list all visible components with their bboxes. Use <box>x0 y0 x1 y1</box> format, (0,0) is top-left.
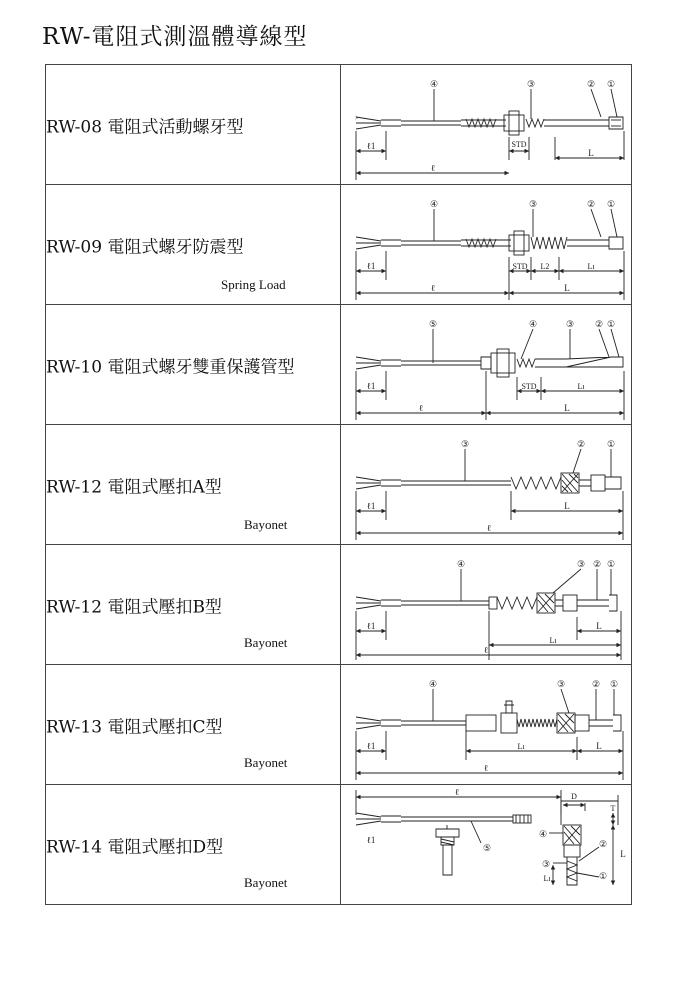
callout-1: ① <box>606 79 616 89</box>
callout-3: ③ <box>565 319 575 329</box>
model-subtitle: Bayonet <box>244 635 288 650</box>
dim-std: STD <box>521 382 537 391</box>
dim-l1: ℓ1 <box>366 835 376 845</box>
rw09-drawing <box>341 185 631 304</box>
model-name: RW-08 電阻式活動螺牙型 <box>46 117 244 137</box>
spec-table <box>45 64 632 905</box>
dim-L: L <box>564 283 570 293</box>
table-row <box>46 425 632 545</box>
dim-li: Lı <box>577 382 585 391</box>
dim-li: Lı <box>549 636 557 645</box>
dim-l: ℓ <box>430 163 436 173</box>
dim-l1: ℓ1 <box>366 621 376 631</box>
callout-1: ① <box>606 439 616 449</box>
callout-2: ② <box>576 439 586 449</box>
callout-1: ① <box>609 679 619 689</box>
dim-l2: L2 <box>540 262 550 271</box>
callout-4: ④ <box>428 679 438 689</box>
dim-l1: ℓ1 <box>366 381 376 391</box>
page-title: RW-電阻式測溫體導線型 <box>42 24 308 50</box>
callout-4: ④ <box>456 559 466 569</box>
dim-L: L <box>564 403 570 413</box>
dim-l1: ℓ1 <box>366 741 376 751</box>
model-subtitle: Bayonet <box>244 755 288 770</box>
table-row <box>46 785 632 905</box>
callout-3: ③ <box>526 79 536 89</box>
dim-D: D <box>571 792 577 801</box>
model-name: RW-10 電阻式螺牙雙重保護管型 <box>46 357 295 377</box>
rw10-drawing <box>341 305 631 424</box>
dim-l: ℓ <box>483 645 489 655</box>
dim-L: L <box>620 849 626 859</box>
rw14d-drawing <box>341 785 631 904</box>
callout-2: ② <box>594 319 604 329</box>
callout-1: ① <box>606 199 616 209</box>
callout-3: ③ <box>556 679 566 689</box>
rw12a-drawing <box>341 425 631 544</box>
dim-l1: ℓ1 <box>366 261 376 271</box>
model-subtitle: Bayonet <box>244 875 288 890</box>
rw13c-drawing <box>341 665 631 784</box>
table-row <box>46 665 632 785</box>
callout-2: ② <box>586 199 596 209</box>
table-row <box>46 545 632 665</box>
dim-li: Lı <box>517 742 525 751</box>
model-name: RW-09 電阻式螺牙防震型 <box>46 237 244 257</box>
dim-li: Lı <box>543 874 551 883</box>
model-name: RW-12 電阻式壓扣A型 <box>46 477 222 497</box>
callout-1: ① <box>598 871 608 881</box>
rw08-drawing <box>341 65 631 184</box>
callout-4: ④ <box>528 319 538 329</box>
callout-3: ③ <box>460 439 470 449</box>
model-subtitle: Spring Load <box>221 277 286 292</box>
callout-1: ① <box>606 559 616 569</box>
dim-T: T <box>610 804 616 813</box>
dim-L: L <box>588 148 594 158</box>
callout-5: ⑤ <box>428 319 438 329</box>
callout-4: ④ <box>429 199 439 209</box>
dim-l1: ℓ1 <box>366 141 376 151</box>
dim-std: STD <box>511 140 527 149</box>
svg-text:>: > <box>355 114 359 122</box>
callout-2: ② <box>586 79 596 89</box>
dim-L: L <box>564 501 570 511</box>
dim-L: L <box>596 741 602 751</box>
callout-2: ② <box>591 679 601 689</box>
dim-std: STD <box>512 262 528 271</box>
model-name: RW-14 電阻式壓扣D型 <box>46 837 224 857</box>
dim-li: Lı <box>587 262 595 271</box>
dim-L: L <box>596 621 602 631</box>
dim-l: ℓ <box>454 787 460 797</box>
dim-l1: ℓ1 <box>366 501 376 511</box>
callout-3: ③ <box>528 199 538 209</box>
rw12b-drawing <box>341 545 631 664</box>
callout-2: ② <box>592 559 602 569</box>
dim-l: ℓ <box>486 523 492 533</box>
model-name: RW-12 電阻式壓扣B型 <box>46 597 222 617</box>
callout-4: ④ <box>538 829 548 839</box>
model-subtitle: Bayonet <box>244 517 288 532</box>
model-name: RW-13 電阻式壓扣C型 <box>46 717 223 737</box>
callout-3: ③ <box>541 859 551 869</box>
callout-3: ③ <box>576 559 586 569</box>
callout-5: ⑤ <box>482 843 492 853</box>
table-row <box>46 305 632 425</box>
table-row <box>46 185 632 305</box>
callout-1: ① <box>606 319 616 329</box>
dim-l: ℓ <box>483 763 489 773</box>
table-row <box>46 65 632 185</box>
callout-4: ④ <box>429 79 439 89</box>
dim-l: ℓ <box>418 403 424 413</box>
callout-2: ② <box>598 839 608 849</box>
dim-l: ℓ <box>430 283 436 293</box>
